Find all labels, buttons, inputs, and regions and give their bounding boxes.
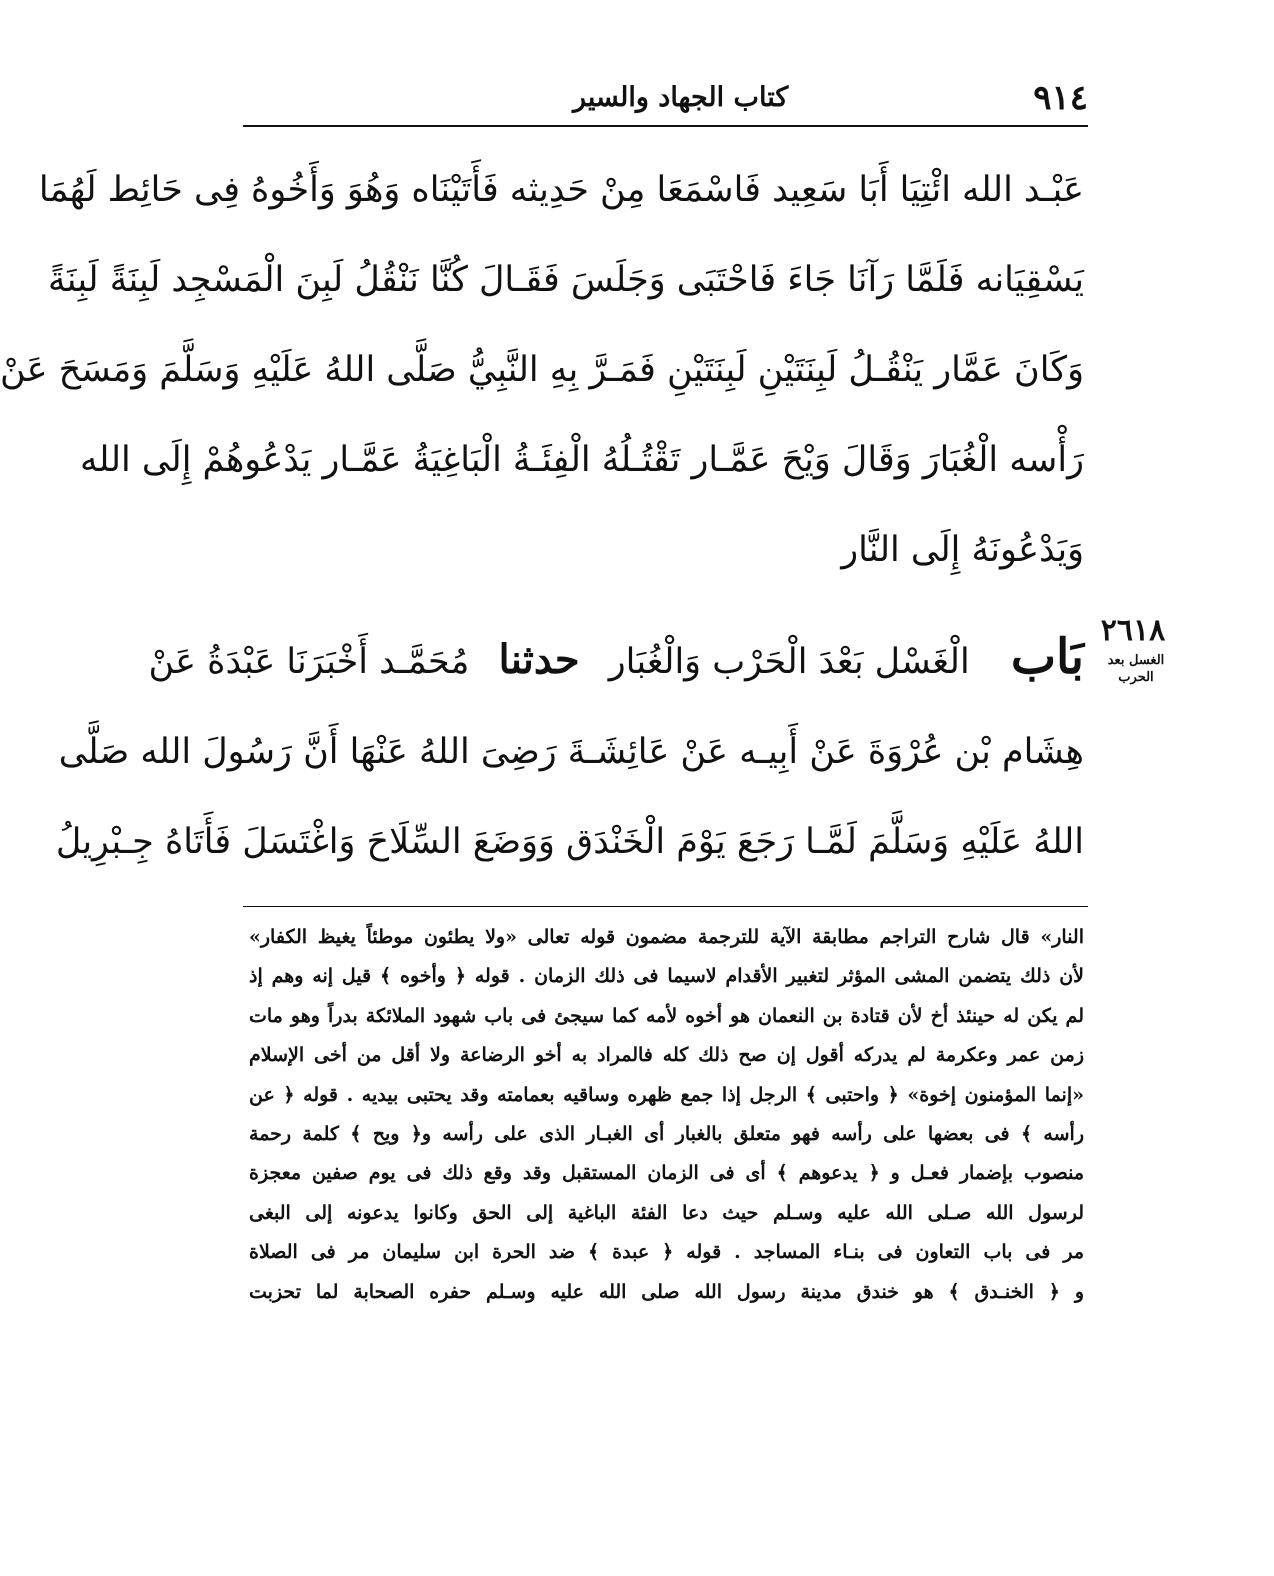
footnote-line: رأسه ﴾ فى بعضها على رأسه فهو متعلق بالغبار أى الغبـار الذى على رأسه و﴿ ويح ﴾ كلمة رحمة	[249, 1123, 1084, 1146]
chapter-running-title: كتاب الجهاد والسير	[573, 82, 789, 113]
text-line: يَسْقِيَانه فَلَمَّا رَآنَا جَاءَ فَاحْتَبَى وَجَلَسَ فَقَـالَ كُنَّا نَنْقُلُ لَبِنَ الْمَسْجِد لَبِنَةً لَبِنَةً	[48, 260, 1084, 300]
chapter-section	[55, 612, 1084, 887]
text-line: وَيَدْعُونَهُ إِلَى النَّار	[841, 530, 1084, 570]
chapter-line-rest: مُحَمَّـد أَخْبَرَنَا عَبْدَةُ عَنْ	[148, 642, 470, 682]
footnote-line: لم يكن له حينئذ أخ لأن قتادة بن النعمان هو أخوه لأمه كما سيجئ فى باب شهود الملائكة بدراً وهو مات	[249, 1004, 1084, 1027]
footnote-line: لأن ذلك يتضمن المشى المؤثر لتغبير الأقدام لاسيما فى ذلك الزمان . قوله ﴿ وأخوه ﴾ قيل إنه وهم إذ	[249, 965, 1084, 988]
text-line: اللهُ عَلَيْهِ وَسَلَّمَ لَمَّـا رَجَعَ يَوْمَ الْخَنْدَق وَوَضَعَ السِّلَاحَ وَاغْتَسَلَ فَأَتَاهُ جِـبْرِيلُ	[55, 822, 1084, 862]
footnote-line: «إنما المؤمنون إخوة» ﴿ واحتبى ﴾ الرجل إذا جمع ظهره وساقيه بعمامته وقد يحتبى بيديه . قوله ﴿ عن	[249, 1083, 1084, 1106]
margin-chapter-label: الغسل بعد الحرب	[1107, 653, 1165, 685]
chapter-title: الْغَسْل بَعْدَ الْحَرْب وَالْغُبَار	[608, 642, 970, 682]
text-line: رَأْسه الْغُبَارَ وَقَالَ وَيْحَ عَمَّـار تَقْتُـلُهُ الْفِئَـةُ الْبَاغِيَةُ عَمَّـار يَدْعُوهُمْ إِلَى الله	[80, 440, 1084, 480]
footnote-divider	[243, 906, 1088, 907]
footnotes	[249, 918, 1084, 1312]
footnote-line: منصوب بإضمار فعـل و ﴿ يدعوهم ﴾ أى فى الزمان المستقبل وقد وقع ذلك فى يوم صفين معجزة	[249, 1162, 1084, 1185]
text-line: عَبْـد الله ائْتِيَا أَبَا سَعِيد فَاسْمَعَا مِنْ حَدِيثه فَأَتَيْنَاه وَهُوَ وَأَخُوهُ فِى حَائِط لَهُمَا	[38, 170, 1084, 210]
footnote-line: النار» قال شارح التراجم مطابقة الآية للترجمة مضمون قوله تعالى «ولا يطئون موطئاً يغيظ الكفار»	[249, 926, 1084, 948]
hadith-number: ٢٦١٨	[1100, 613, 1166, 648]
page-header	[243, 78, 1088, 124]
chapter-heading-line	[148, 612, 1084, 707]
footnote-line: لرسول الله صـلى الله عليه وسـلم حيث دعا الفئة الباغية إلى الحق وكانوا يدعونه إلى البغى	[249, 1201, 1084, 1224]
header-divider	[243, 125, 1088, 127]
footnote-line: مر فى باب التعاون فى بنـاء المساجد . قوله ﴿ عبدة ﴾ ضد الحرة ابن سليمان مر فى الصلاة	[249, 1241, 1084, 1264]
bab-label: بَاب	[1010, 629, 1084, 685]
footnote-line: و ﴿ الخنـدق ﴾ هو خندق مدينة رسول الله صلى الله عليه وسـلم حفره الصحابة لما تحزبت	[249, 1280, 1084, 1303]
hadith-text	[0, 145, 1084, 595]
footnote-line: زمن عمر وعكرمة لم يدركه أقول إن صح ذلك كله فالمراد به أخو الرضاعة ولا أقل من أخى الإسلام	[249, 1044, 1084, 1067]
haddathana-label: حدثنا	[498, 636, 580, 683]
page-number: ٩١٤	[1033, 78, 1088, 118]
text-line: وَكَانَ عَمَّار يَنْقُـلُ لَبِنَتَيْنِ لَبِنَتَيْنِ فَمَـرَّ بِهِ النَّبِيُّ صَلَّى اللهُ عَلَيْهِ وَسَلَّمَ وَمَسَحَ عَنْ	[0, 350, 1084, 390]
text-line: هِشَام بْن عُرْوَةَ عَنْ أَبِيـه عَنْ عَائِشَـةَ رَضِىَ اللهُ عَنْهَا أَنَّ رَسُولَ الله صَلَّى	[58, 732, 1084, 772]
